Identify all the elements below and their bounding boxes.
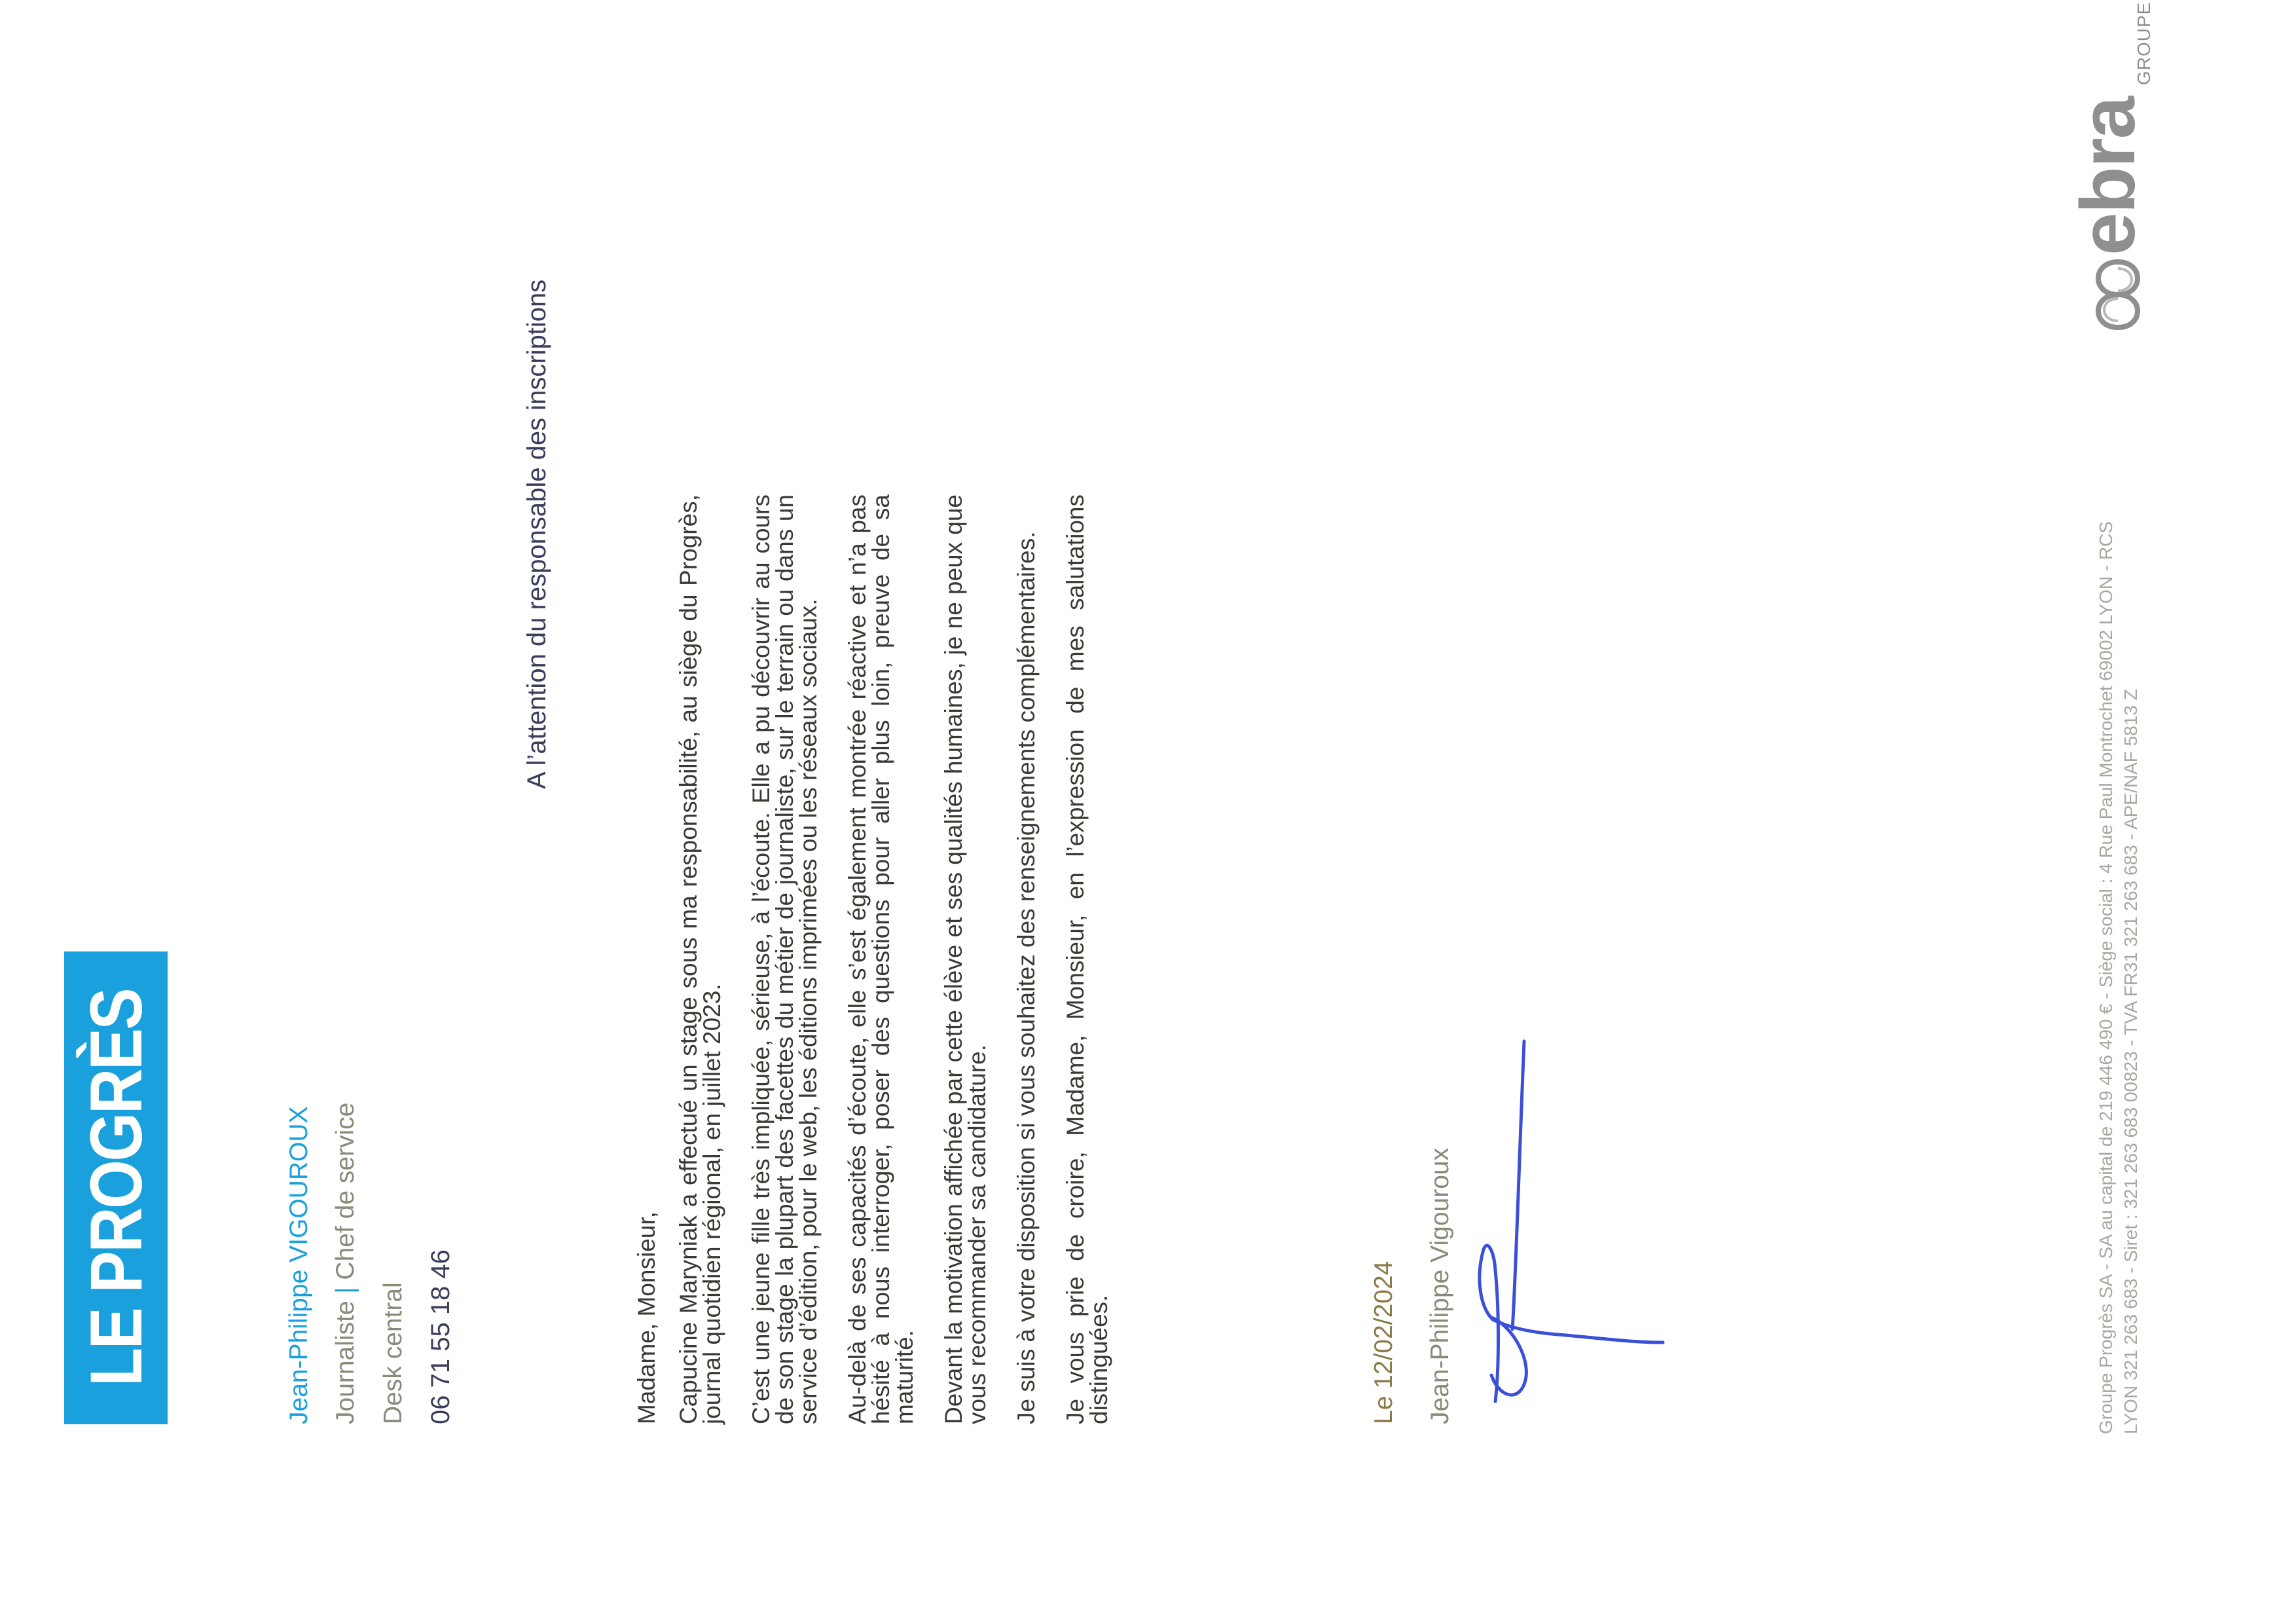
role-left: Journaliste (331, 1293, 359, 1424)
letter-date: Le 12/02/2024 (1370, 1261, 1398, 1424)
paragraph: Devant la motivation affichée par cette élève et ses qualités humaines, je ne peux que vous recommander sa candidature. (940, 494, 991, 1424)
contact-name (285, 1106, 314, 1424)
le-progres-logo (64, 951, 168, 1424)
role-separator: | (331, 1287, 359, 1294)
contact-phone: 06 71 55 18 46 (426, 1249, 455, 1424)
company-footer (2094, 521, 2143, 1434)
contact-last-name: VIGOUROUX (285, 1106, 313, 1263)
ebra-infinity-icon (2066, 249, 2157, 341)
contact-role (331, 1103, 360, 1424)
ebra-subtitle: GROUPE (2134, 1, 2154, 85)
handwritten-signature (1467, 1008, 1676, 1441)
ebra-word: ebra (2065, 97, 2151, 255)
recipient-line: A l’attention du responsable des inscriptions (522, 279, 551, 789)
footer-line: Groupe Progrès SA - SA au capital de 219 446 490 € - Siège social : 4 Rue Paul Montrochet 69002 LYON - RCS (2096, 521, 2116, 1434)
paragraph: Capucine Maryniak a effectué un stage sous ma responsabilité, au siège du Progrès, journal quotidien régional, en juillet 2023. (675, 494, 725, 1424)
paragraph: Je suis à votre disposition si vous souhaitez des renseignements complémentaires. (1013, 531, 1040, 1424)
contact-department: Desk central (379, 1282, 407, 1424)
letter-body (635, 494, 1137, 1424)
ebra-group-logo (2066, 0, 2157, 341)
signer-name: Jean-Philippe Vigouroux (1426, 1147, 1454, 1424)
logo-text: LE PROGRÈS (75, 989, 157, 1386)
paragraph: Je vous prie de croire, Madame, Monsieur, en l’expression de mes salutations distinguées. (1062, 494, 1112, 1424)
role-right: Chef de service (331, 1102, 359, 1287)
footer-line: LYON 321 263 683 - Siret : 321 263 683 00823 - TVA FR31 321 263 683 - APE/NAF 5813 Z (2121, 689, 2141, 1434)
paragraph: C’est une jeune fille très impliquée, sérieuse, à l’écoute. Elle a pu découvrir au cours de son stage la plupart des facettes du métier de journaliste, sur le terrain ou dans un service d’édition, pour le web, les éditions imprimées ou les réseaux sociaux. (748, 494, 822, 1424)
salutation: Madame, Monsieur, (633, 1211, 660, 1424)
contact-first-name: Jean-Philippe (285, 1262, 313, 1424)
paragraph: Au-delà de ses capacités d’écoute, elle s’est également montrée réactive et n’a pas hésité à nous interroger, poser des questions pour aller plus loin, preuve de sa maturité. (844, 494, 918, 1424)
